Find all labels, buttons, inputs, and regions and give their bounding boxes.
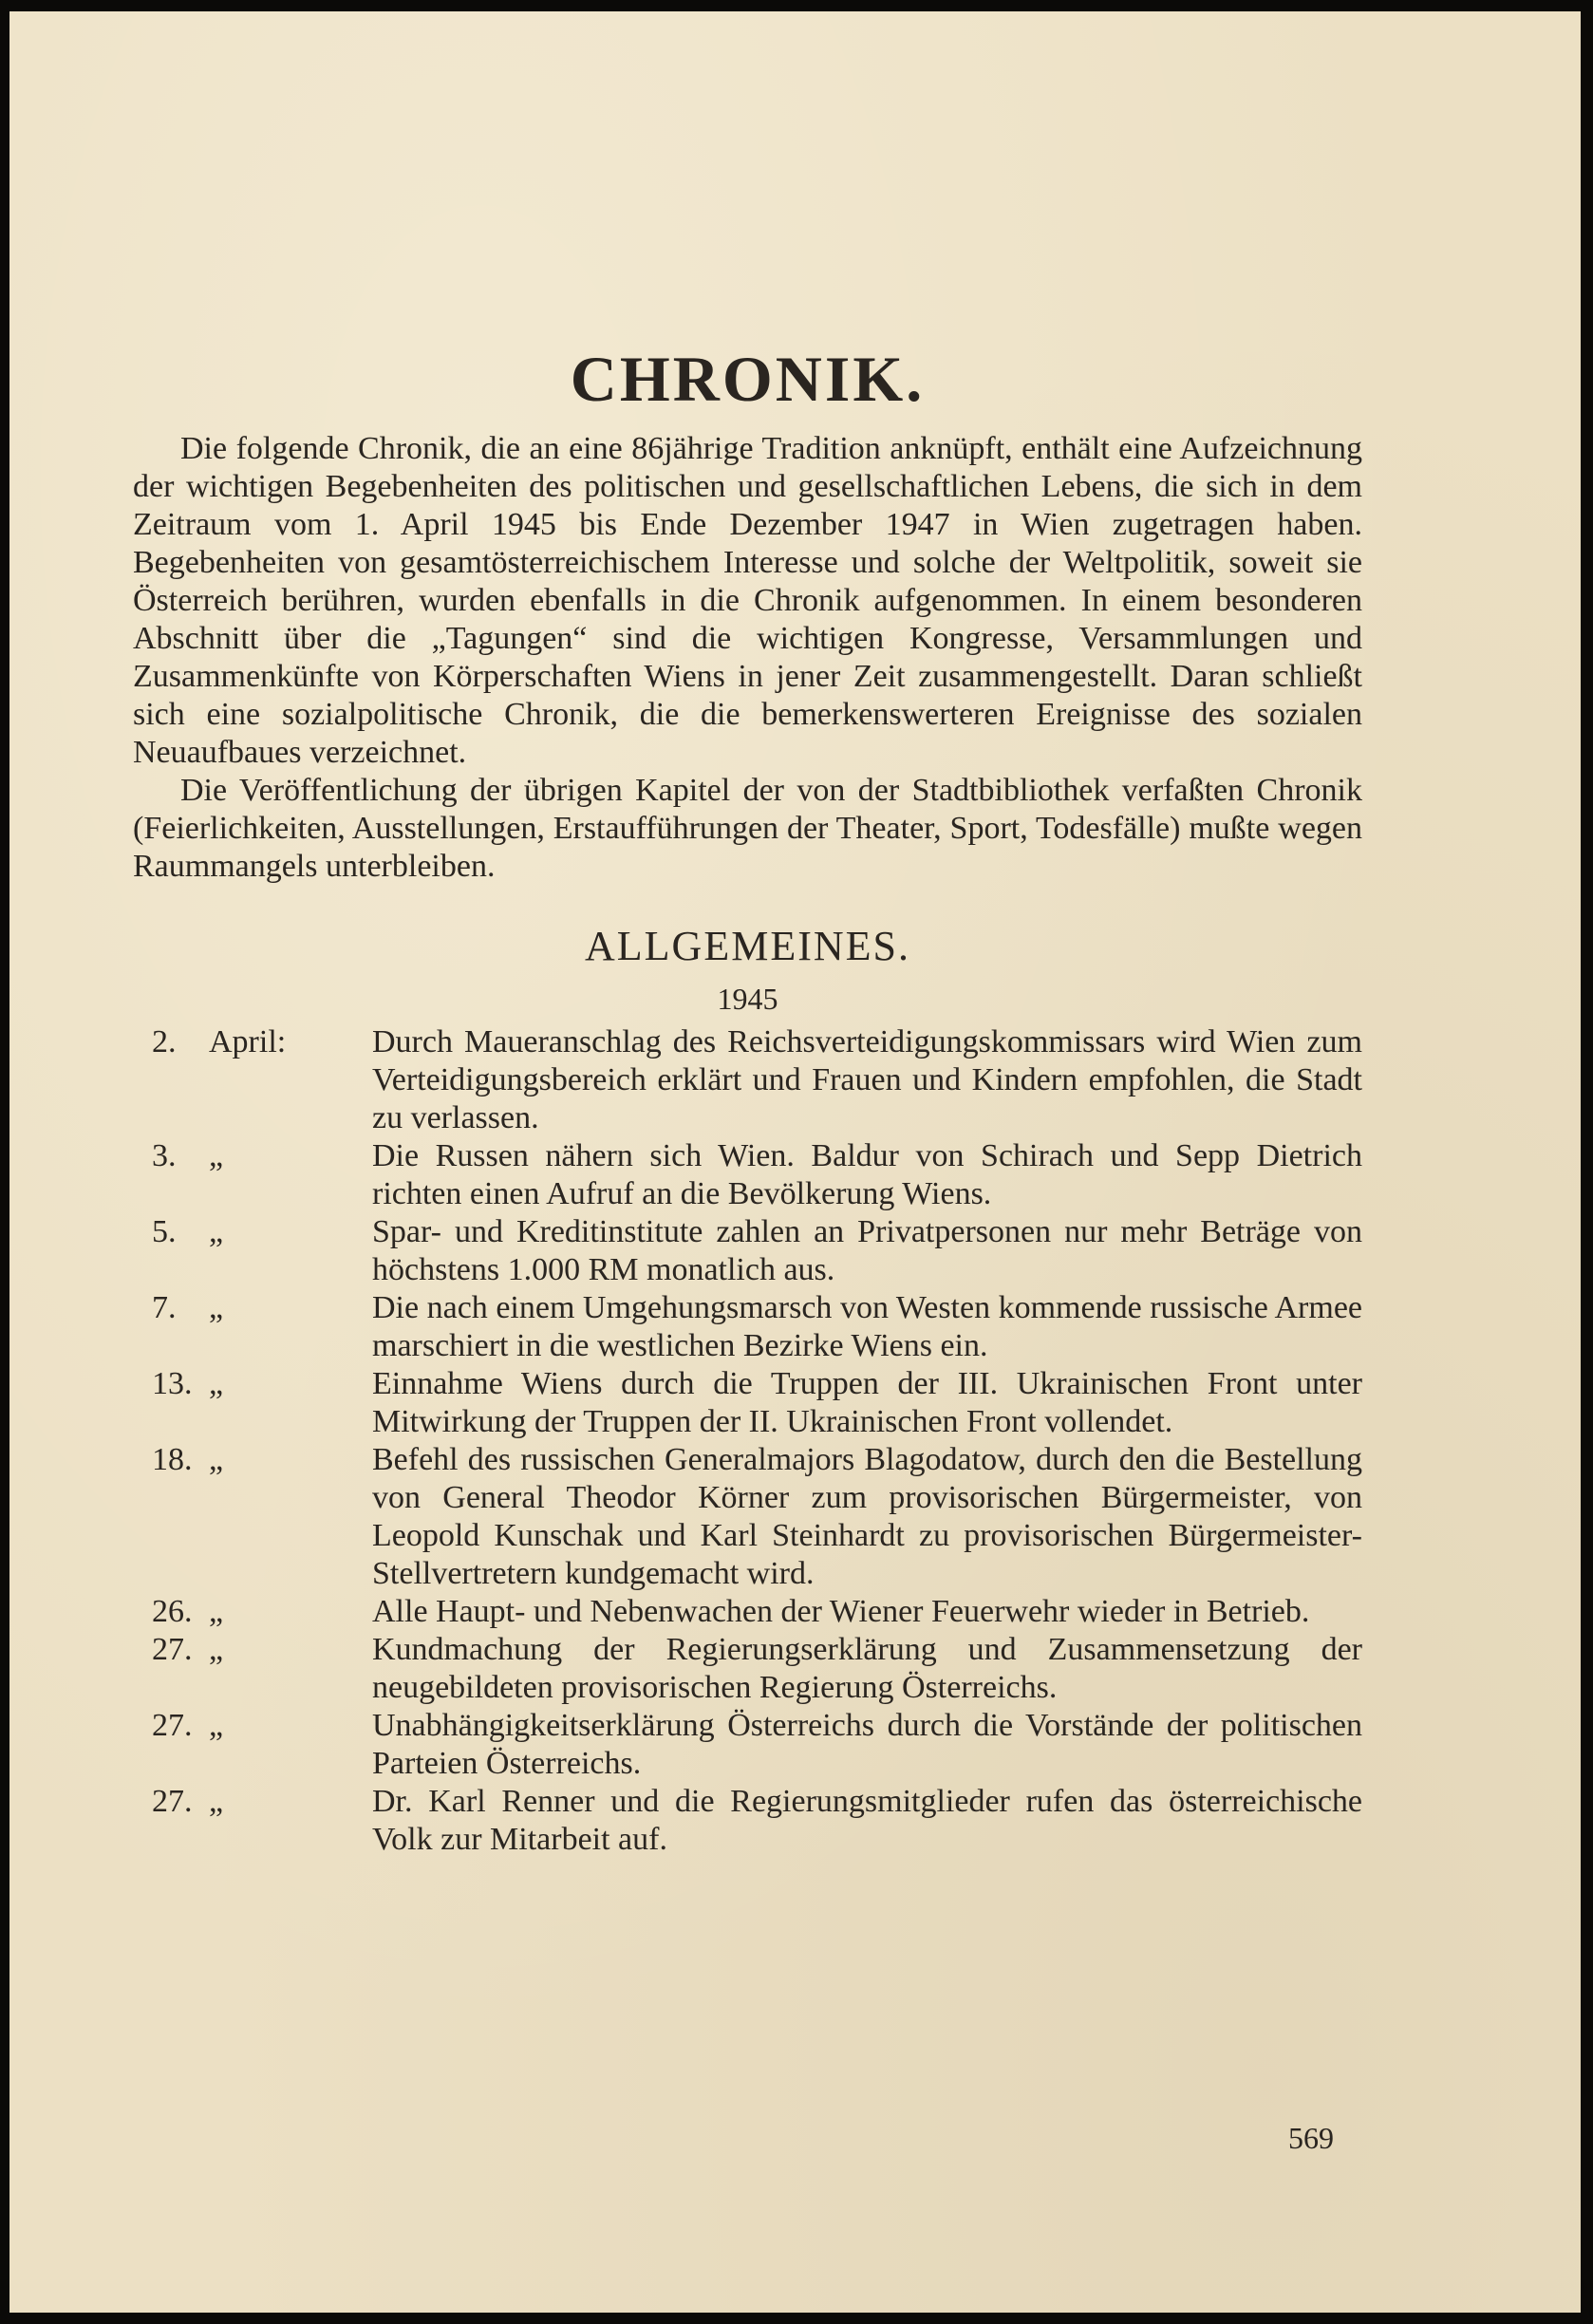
entry-day: 7. [152, 1289, 177, 1325]
entry-month: „ [209, 1707, 224, 1743]
chronicle-entry [133, 1441, 1362, 1593]
chronicle-title: CHRONIK. [570, 343, 926, 415]
entry-text: Einnahme Wiens durch die Truppen der III. Ukrainischen Front unter Mitwirkung der Truppen der II. Ukrainischen Front vollendet. [372, 1365, 1362, 1439]
entry-day: 26. [152, 1593, 193, 1629]
entry-text: Kundmachung der Regierungserklärung und Zusammensetzung der neugebildeten provisorischen Regierung Österreichs. [372, 1631, 1362, 1705]
entry-day: 27. [152, 1783, 193, 1819]
page-content [133, 344, 1362, 1859]
entry-month: „ [209, 1213, 224, 1249]
entry-day: 27. [152, 1707, 193, 1743]
entry-day: 2. [152, 1023, 177, 1059]
entry-text: Befehl des russischen Generalmajors Blagodatow, durch den die Bestellung von General Theodor Körner zum provisorischen Bürgermeister, von Leopold Kunschak und Karl Steinhardt zu provisorischen Bürgermeister-Stellvertretern kundgemacht wird. [372, 1441, 1362, 1591]
entry-month: „ [209, 1783, 224, 1819]
chronicle-entry [133, 1593, 1362, 1631]
chronicle-entry [133, 1707, 1362, 1783]
entry-month: „ [209, 1137, 224, 1173]
entry-day: 13. [152, 1365, 193, 1401]
entry-day: 18. [152, 1441, 193, 1477]
entry-text: Die nach einem Umgehungsmarsch von Westen kommende russische Armee marschiert in die westlichen Bezirke Wiens ein. [372, 1289, 1362, 1363]
entry-text: Alle Haupt- und Nebenwachen der Wiener Feuerwehr wieder in Betrieb. [372, 1593, 1310, 1629]
entry-month: „ [209, 1631, 224, 1667]
entry-text: Unabhängigkeitserklärung Österreichs durch die Vorstände der politischen Parteien Österreichs. [372, 1707, 1362, 1781]
entry-text: Spar- und Kreditinstitute zahlen an Privatpersonen nur mehr Beträge von höchstens 1.000 RM monatlich aus. [372, 1213, 1362, 1287]
chronicle-entry [133, 1783, 1362, 1859]
intro-paragraph-1: Die folgende Chronik, die an eine 86jährige Tradition anknüpft, enthält eine Aufzeichnung der wichtigen Begebenheiten des politischen und gesellschaftlichen Lebens, die sich in dem Zeitraum vom 1. April 1945 bis Ende Dezember 1947 in Wien zugetragen haben. Begebenheiten von gesamtösterreichischem Interesse und solche der Weltpolitik, soweit sie Österreich berühren, wurden ebenfalls in die Chronik aufgenommen. In einem besonderen Abschnitt über die „Tagungen“ sind die wichtigen Kongresse, Versammlungen und Zusammenkünfte von Körperschaften Wiens in jener Zeit zusammengestellt. Daran schließt sich eine sozialpolitische Chronik, die die bemerkenswerteren Ereignisse des sozialen Neuaufbaues verzeichnet. [133, 430, 1362, 770]
page-number: 569 [1288, 2121, 1334, 2155]
section-title: ALLGEMEINES. [585, 922, 910, 969]
entry-text: Durch Maueranschlag des Reichsverteidigungskommissars wird Wien zum Verteidigungsbereich erklärt und Frauen und Kindern empfohlen, die Stadt zu verlassen. [372, 1023, 1362, 1135]
year-heading: 1945 [717, 982, 778, 1017]
intro-text [133, 430, 1362, 886]
chronicle-entry [133, 1365, 1362, 1441]
entry-month: „ [209, 1365, 224, 1401]
chronicle-entry [133, 1213, 1362, 1289]
entry-month: „ [209, 1593, 224, 1629]
chronicle-entry [133, 1137, 1362, 1213]
entry-month: „ [209, 1441, 224, 1477]
intro-paragraph-2: Die Veröffentlichung der übrigen Kapitel der von der Stadtbibliothek verfaßten Chronik (Feierlichkeiten, Ausstellungen, Erstaufführungen der Theater, Sport, Todesfälle) mußte wegen Raummangels unterbleiben. [133, 772, 1362, 884]
entry-month: „ [209, 1289, 224, 1325]
chronicle-entry [133, 1631, 1362, 1707]
entry-day: 27. [152, 1631, 193, 1667]
chronicle-entry [133, 1023, 1362, 1137]
book-page [9, 11, 1581, 2313]
entry-month: April: [209, 1023, 287, 1059]
entry-text: Dr. Karl Renner und die Regierungsmitglieder rufen das österreichische Volk zur Mitarbeit auf. [372, 1783, 1362, 1857]
entry-text: Die Russen nähern sich Wien. Baldur von Schirach und Sepp Dietrich richten einen Aufruf an die Bevölkerung Wiens. [372, 1137, 1362, 1211]
entry-day: 5. [152, 1213, 177, 1249]
chronicle-entries [133, 1023, 1362, 1859]
entry-day: 3. [152, 1137, 177, 1173]
chronicle-entry [133, 1289, 1362, 1365]
